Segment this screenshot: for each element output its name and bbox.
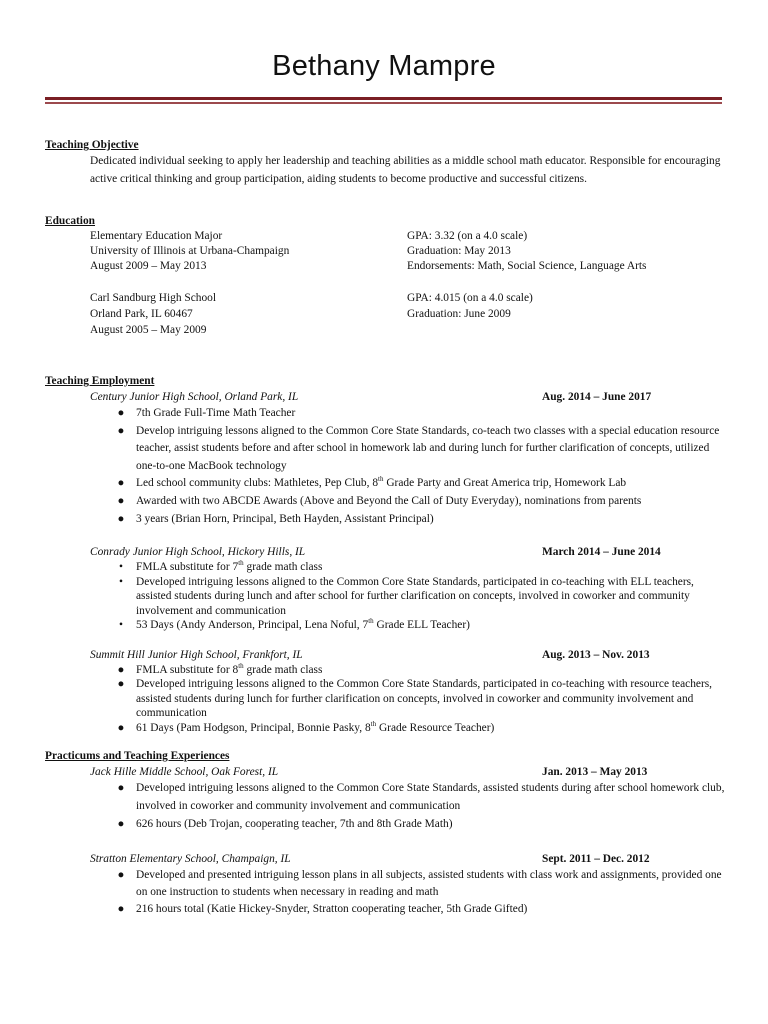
objective-title: Teaching Objective [45, 139, 139, 151]
job-header [45, 764, 725, 780]
objective-text: Dedicated individual seeking to apply her leadership and teaching abilities as a middle school math educator. Responsible for encouraging active critical thinking and group participation, aiding students to become productive and successful citizens. [90, 155, 721, 185]
list-item: ● FMLA substitute for 8th grade math class [45, 663, 725, 678]
list-item: ● Led school community clubs: Mathletes, Pep Club, 8th Grade Party and Great America trip, Homework Lab [45, 475, 725, 493]
header-divider-thick [45, 97, 722, 100]
education-line: University of Illinois at Urbana-Champaign [90, 245, 290, 257]
job-conrady [45, 544, 725, 633]
job-bullets [45, 780, 725, 833]
bullet-icon: ● [117, 868, 125, 881]
list-item: ● Developed and presented intriguing lesson plans in all subjects, assisted students with class work and assignments, provided one on one instruction to students when necessary in reading and math [45, 867, 725, 901]
education-title: Education [45, 215, 96, 227]
job-dates: Sept. 2011 – Dec. 2012 [542, 852, 650, 865]
bullet-icon: • [119, 561, 123, 574]
bullet-icon: ● [117, 678, 125, 691]
practicums-title: Practicums and Teaching Experiences [45, 750, 230, 763]
education-line: GPA: 4.015 (on a 4.0 scale) [407, 292, 533, 304]
job-bullets [45, 405, 725, 528]
job-header [45, 544, 725, 560]
job-header [45, 851, 725, 867]
bullet-icon: • [119, 575, 123, 588]
job-header [45, 389, 725, 405]
objective-section [45, 137, 725, 188]
education-line: August 2005 – May 2009 [90, 324, 207, 336]
education-section [45, 213, 725, 338]
job-dates: Jan. 2013 – May 2013 [542, 766, 648, 779]
education-entry-right [407, 290, 725, 338]
list-item: ● 626 hours (Deb Trojan, cooperating teacher, 7th and 8th Grade Math) [45, 816, 725, 834]
education-line: Endorsements: Math, Social Science, Language Arts [407, 260, 647, 272]
job-school: Summit Hill Junior High School, Frankfort, IL [90, 648, 303, 661]
bullet-icon: ● [117, 817, 125, 830]
job-school: Stratton Elementary School, Champaign, IL [90, 852, 291, 865]
bullet-icon: • [119, 619, 123, 632]
list-item: ● Developed intriguing lessons aligned to the Common Core State Standards, assisted students during after school homework club, involved in coworker and community involvement and communication [45, 780, 725, 816]
job-summit-hill [45, 647, 725, 736]
education-line: GPA: 3.32 (on a 4.0 scale) [407, 230, 528, 242]
bullet-icon: ● [117, 721, 125, 734]
education-line: Elementary Education Major [90, 230, 223, 242]
list-item: ● Developed intriguing lessons aligned to the Common Core State Standards, participated in co-teaching with resource teachers, assisted students during lunch for further clarification on concepts, involved in coworker and community involvement and communication [45, 677, 725, 721]
job-stratton [45, 851, 725, 918]
bullet-icon: ● [117, 902, 125, 915]
list-item: • Developed intriguing lessons aligned to the Common Core State Standards, participated in co-teaching with ELL teachers, assisted students during lunch and after school for further clarification on concepts, involved in coworker and community involvement and communication [45, 575, 725, 619]
bullet-icon: ● [117, 494, 125, 507]
education-entry [45, 229, 725, 274]
education-line: August 2009 – May 2013 [90, 260, 207, 272]
list-item: ● Develop intriguing lessons aligned to the Common Core State Standards, co-teach two classes with a special education resource teacher, assist students before and after school in homework lab and during lunch for further clarification of concepts, utilized one-to-one MacBook technology [45, 423, 725, 476]
bullet-icon: ● [117, 782, 125, 795]
job-dates: March 2014 – June 2014 [542, 546, 661, 559]
resume-name: Bethany Mampre [272, 50, 496, 82]
employment-title: Teaching Employment [45, 375, 155, 387]
list-item: • FMLA substitute for 7th grade math class [45, 560, 725, 575]
job-dates: Aug. 2013 – Nov. 2013 [542, 648, 650, 661]
job-jack-hille [45, 764, 725, 833]
job-bullets [45, 663, 725, 736]
education-entry [45, 290, 725, 338]
list-item: ● 7th Grade Full-Time Math Teacher [45, 405, 725, 423]
bullet-icon: ● [117, 663, 125, 676]
education-entry-left [90, 229, 407, 274]
job-bullets [45, 560, 725, 633]
list-item: ● 216 hours total (Katie Hickey-Snyder, Stratton cooperating teacher, 5th Grade Gifted) [45, 901, 725, 918]
list-item: ● 3 years (Brian Horn, Principal, Beth Hayden, Assistant Principal) [45, 511, 725, 529]
job-school: Conrady Junior High School, Hickory Hills, IL [90, 546, 306, 559]
education-line: Graduation: June 2009 [407, 308, 511, 320]
education-line: Carl Sandburg High School [90, 292, 217, 304]
practicums-section [45, 748, 725, 917]
list-item: • 53 Days (Andy Anderson, Principal, Lena Noful, 7th Grade ELL Teacher) [45, 618, 725, 633]
education-entry-left [90, 290, 407, 338]
bullet-icon: ● [117, 407, 125, 419]
job-school: Jack Hille Middle School, Oak Forest, IL [90, 766, 279, 779]
job-century [45, 389, 725, 528]
header-divider-thin [45, 102, 722, 104]
education-line: Orland Park, IL 60467 [90, 308, 193, 320]
job-school: Century Junior High School, Orland Park, IL [90, 391, 299, 403]
bullet-icon: ● [117, 424, 125, 437]
education-entry-right [407, 229, 725, 274]
job-bullets [45, 867, 725, 918]
job-dates: Aug. 2014 – June 2017 [542, 391, 652, 403]
employment-section [45, 373, 725, 735]
list-item: ● 61 Days (Pam Hodgson, Principal, Bonnie Pasky, 8th Grade Resource Teacher) [45, 721, 725, 736]
resume-body [45, 137, 725, 918]
bullet-icon: ● [117, 512, 125, 525]
bullet-icon: ● [117, 477, 125, 490]
education-line: Graduation: May 2013 [407, 245, 511, 257]
list-item: ● Awarded with two ABCDE Awards (Above and Beyond the Call of Duty Everyday), nominations from parents [45, 493, 725, 511]
job-header [45, 647, 725, 663]
